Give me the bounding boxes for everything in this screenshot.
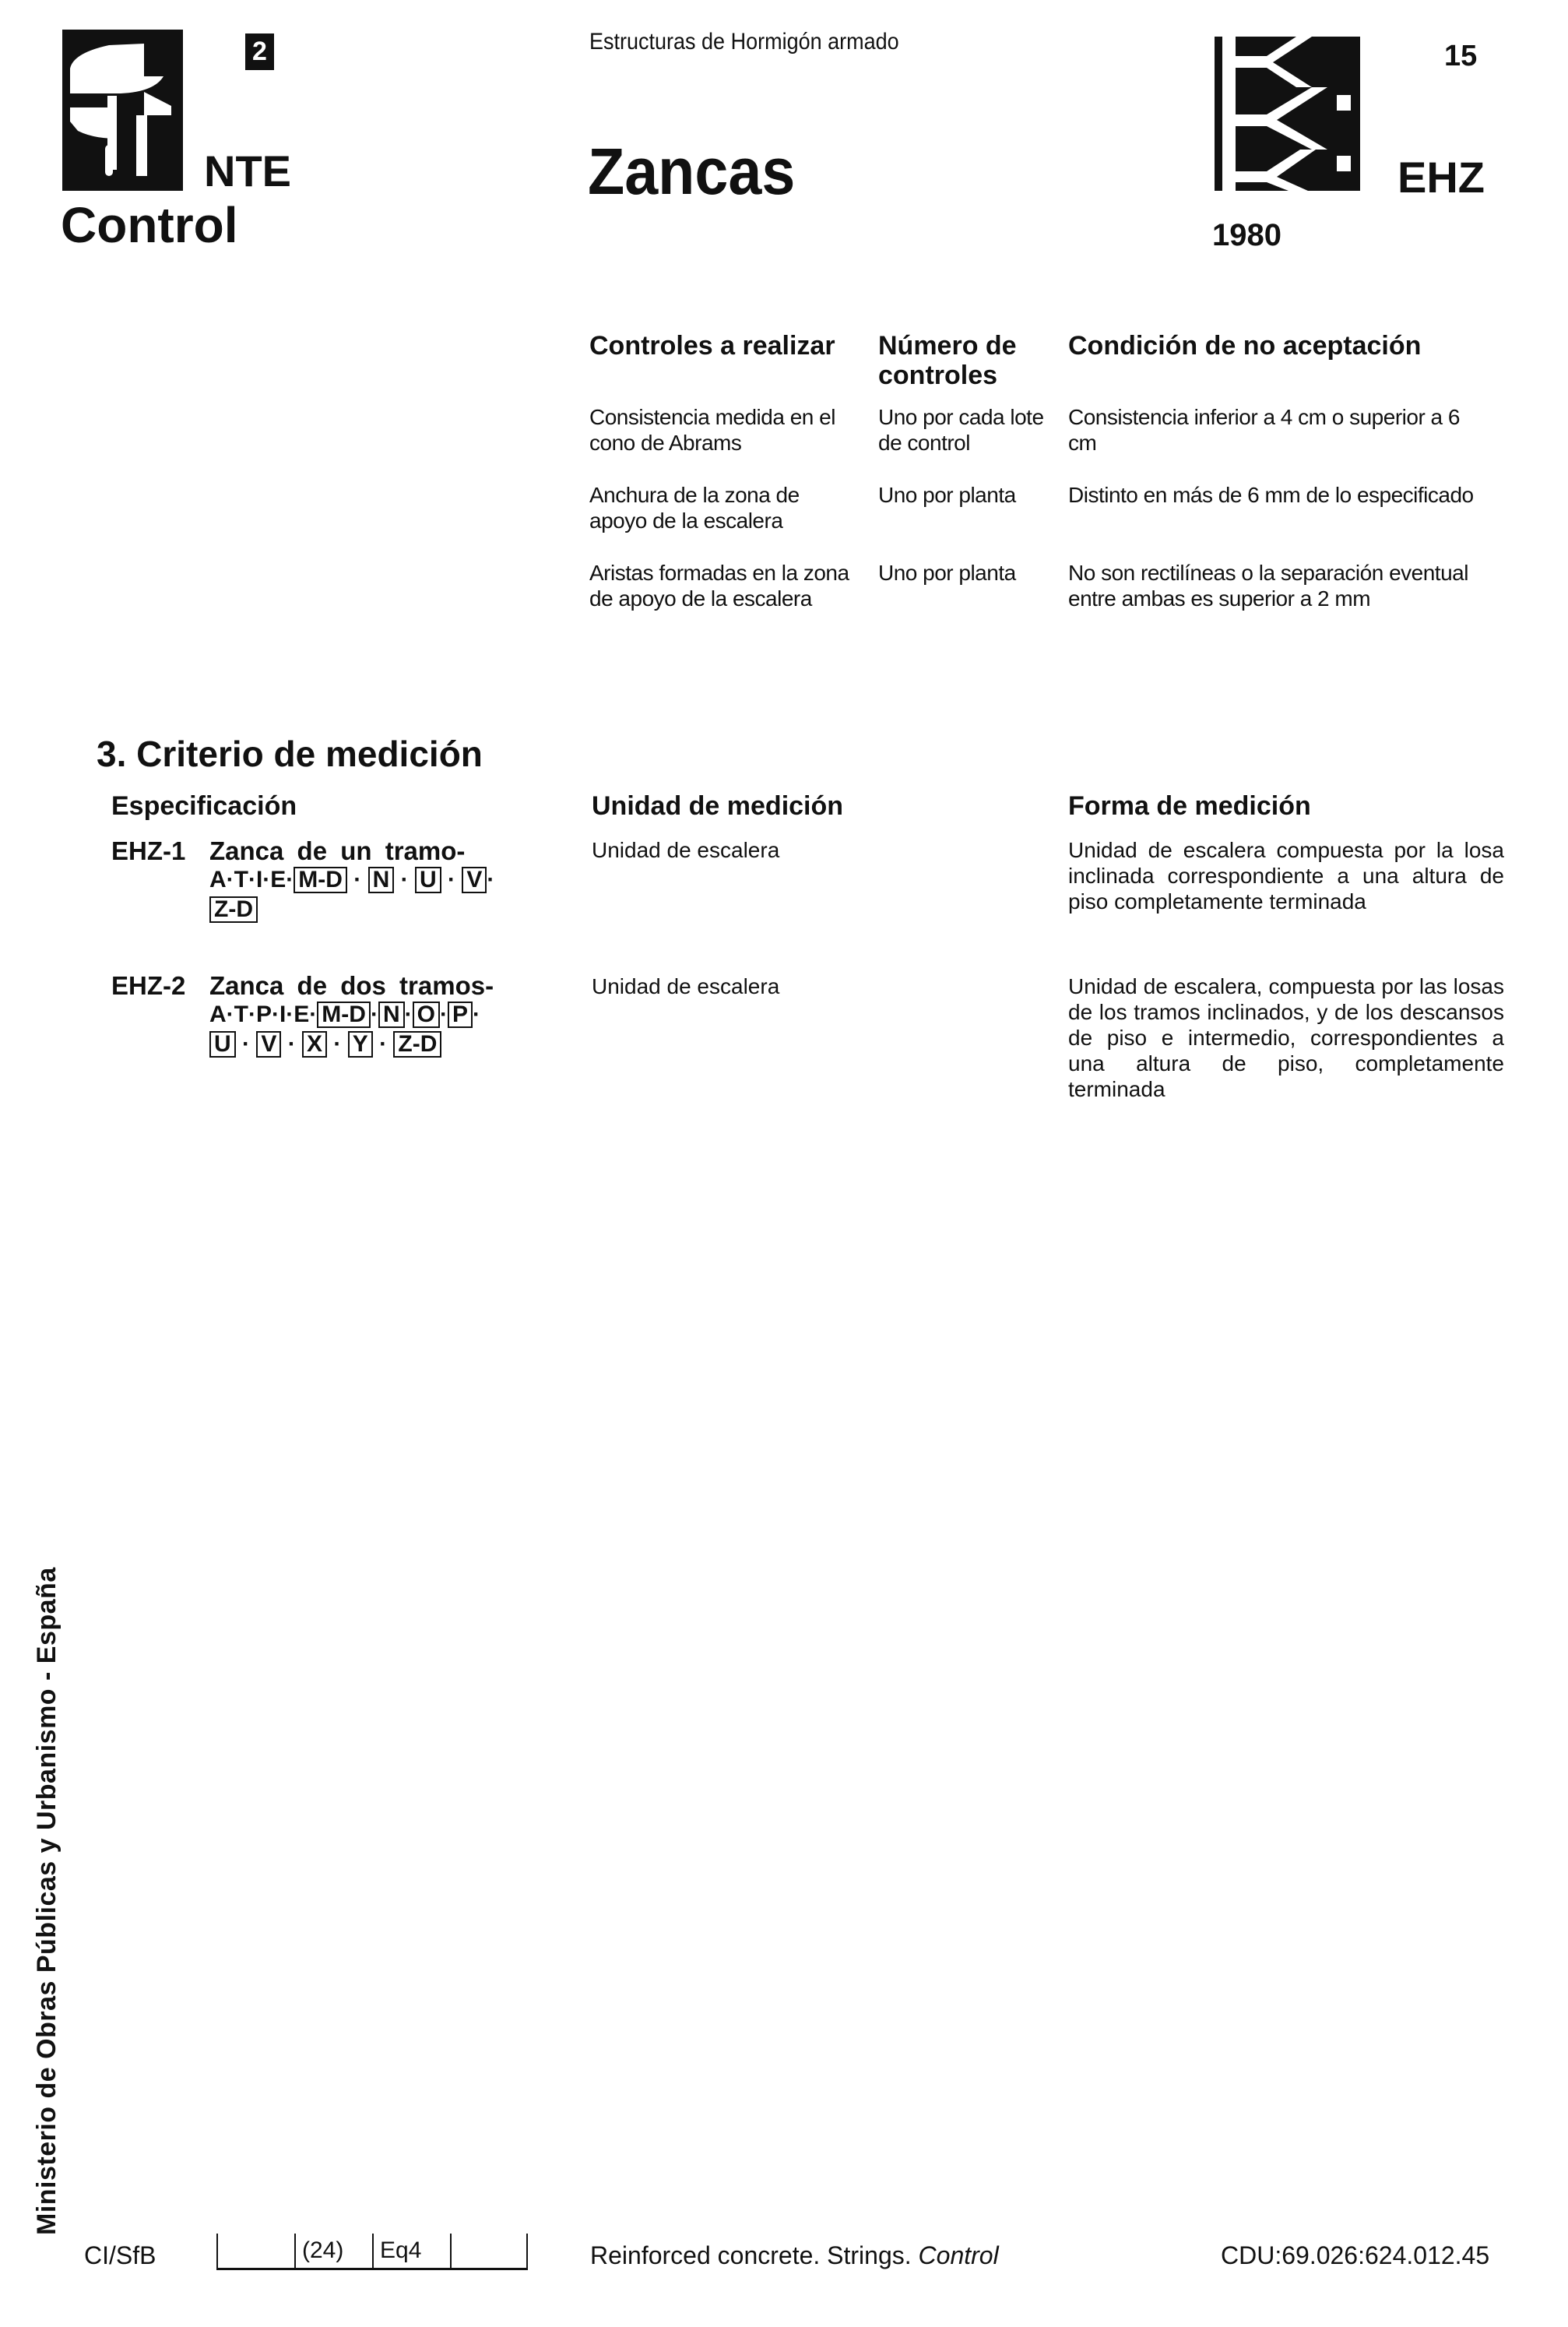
section-heading: 3. Criterio de medición [97, 734, 483, 774]
column-header-rejection: Condición de no aceptación [1068, 331, 1422, 361]
english-section: Control [918, 2241, 999, 2269]
series-title: Estructuras de Hormigón armado [589, 29, 899, 55]
spec-code: EHZ-1 [111, 836, 186, 865]
publication-year: 1980 [1212, 218, 1281, 252]
nte-logo-icon [62, 30, 183, 191]
english-title [590, 2241, 999, 2269]
method-cell: Unidad de escalera, compuesta por las losas de los tramos inclinados, y de los descansos de piso e intermedio, correspondientes a una altura de piso, completamente terminada [1068, 974, 1504, 1101]
spec-code: EHZ-2 [111, 971, 186, 1000]
formula-box: P [448, 1002, 473, 1028]
column-header-controls: Controles a realizar [589, 331, 835, 361]
spec-header: Especificación [111, 791, 297, 821]
controls-table-header [589, 331, 1508, 390]
spec-name: Zanca de un tramo- [209, 836, 466, 865]
nte-label: NTE [204, 146, 291, 195]
formula-box: Z-D [393, 1031, 441, 1058]
formula-box: U [209, 1031, 236, 1058]
table-row [589, 482, 1508, 533]
rejection-cell: No son rectilíneas o la separación eventual entre ambas es superior a 2 mm [1068, 561, 1468, 611]
count-cell: Uno por planta [878, 483, 1016, 507]
table-row [589, 404, 1508, 456]
rejection-cell: Distinto en más de 6 mm de lo especificado [1068, 483, 1474, 507]
formula-box: O [413, 1002, 440, 1028]
cisfb-cell: Eq4 [372, 2234, 450, 2268]
method-header: Forma de medición [1068, 791, 1311, 821]
method-cell: Unidad de escalera compuesta por la losa inclinada correspondiente a una altura de piso completamente terminada [1068, 838, 1504, 914]
unit-header: Unidad de medición [592, 791, 844, 821]
spec-name: Zanca de dos tramos- [209, 971, 494, 1000]
page-number: 15 [1444, 40, 1478, 72]
spec-item [111, 972, 552, 1059]
spec-formula: A·T·I·E· M-D · N · U · V · Z-D [209, 867, 495, 922]
formula-box: V [256, 1031, 281, 1058]
cisfb-code-box [216, 2234, 528, 2270]
cdu-code: CDU:69.026:624.012.45 [1221, 2241, 1490, 2269]
formula-prefix: A·T·P·I·E· [209, 1002, 318, 1027]
column-header-count: Número de controles [878, 331, 1017, 390]
count-cell: Uno por cada lote de control [878, 405, 1044, 455]
english-title-text: Reinforced concrete. Strings. [590, 2241, 912, 2269]
cisfb-cell [450, 2234, 528, 2268]
document-code: EHZ [1397, 153, 1485, 202]
cisfb-cell: (24) [294, 2234, 372, 2268]
control-cell: Aristas formadas en la zona de apoyo de la escalera [589, 561, 849, 611]
formula-box: N [368, 867, 395, 893]
part-number-badge: 2 [245, 33, 274, 70]
formula-box: N [378, 1002, 405, 1028]
control-cell: Consistencia medida en el cono de Abrams [589, 405, 835, 455]
formula-box: Y [348, 1031, 373, 1058]
unit-cell: Unidad de escalera [592, 838, 780, 862]
cisfb-label: CI/SfB [84, 2241, 156, 2269]
control-cell: Anchura de la zona de apoyo de la escalera [589, 483, 800, 533]
cisfb-cell [216, 2234, 294, 2268]
formula-box: X [302, 1031, 327, 1058]
ministry-side-text: Ministerio de Obras Públicas y Urbanismo - España [32, 1567, 62, 2235]
formula-box: M-D [317, 1002, 371, 1028]
unit-cell: Unidad de escalera [592, 974, 780, 998]
ehz-logo-icon [1211, 33, 1366, 195]
formula-box: Z-D [209, 896, 258, 923]
formula-box: M-D [294, 867, 347, 893]
formula-prefix: A·T·I·E· [209, 867, 294, 892]
spec-formula: A·T·P·I·E· M-D · N · O · P · U · V · X · Y · Z-D [209, 1002, 480, 1057]
section-label: Control [61, 197, 238, 253]
page-title: Zancas [588, 135, 796, 208]
formula-box: U [415, 867, 441, 893]
formula-box: V [462, 867, 487, 893]
rejection-cell: Consistencia inferior a 4 cm o superior a 6 cm [1068, 405, 1460, 455]
table-row [589, 560, 1508, 611]
count-cell: Uno por planta [878, 561, 1016, 585]
spec-item [111, 837, 552, 924]
controls-table [589, 331, 1508, 638]
